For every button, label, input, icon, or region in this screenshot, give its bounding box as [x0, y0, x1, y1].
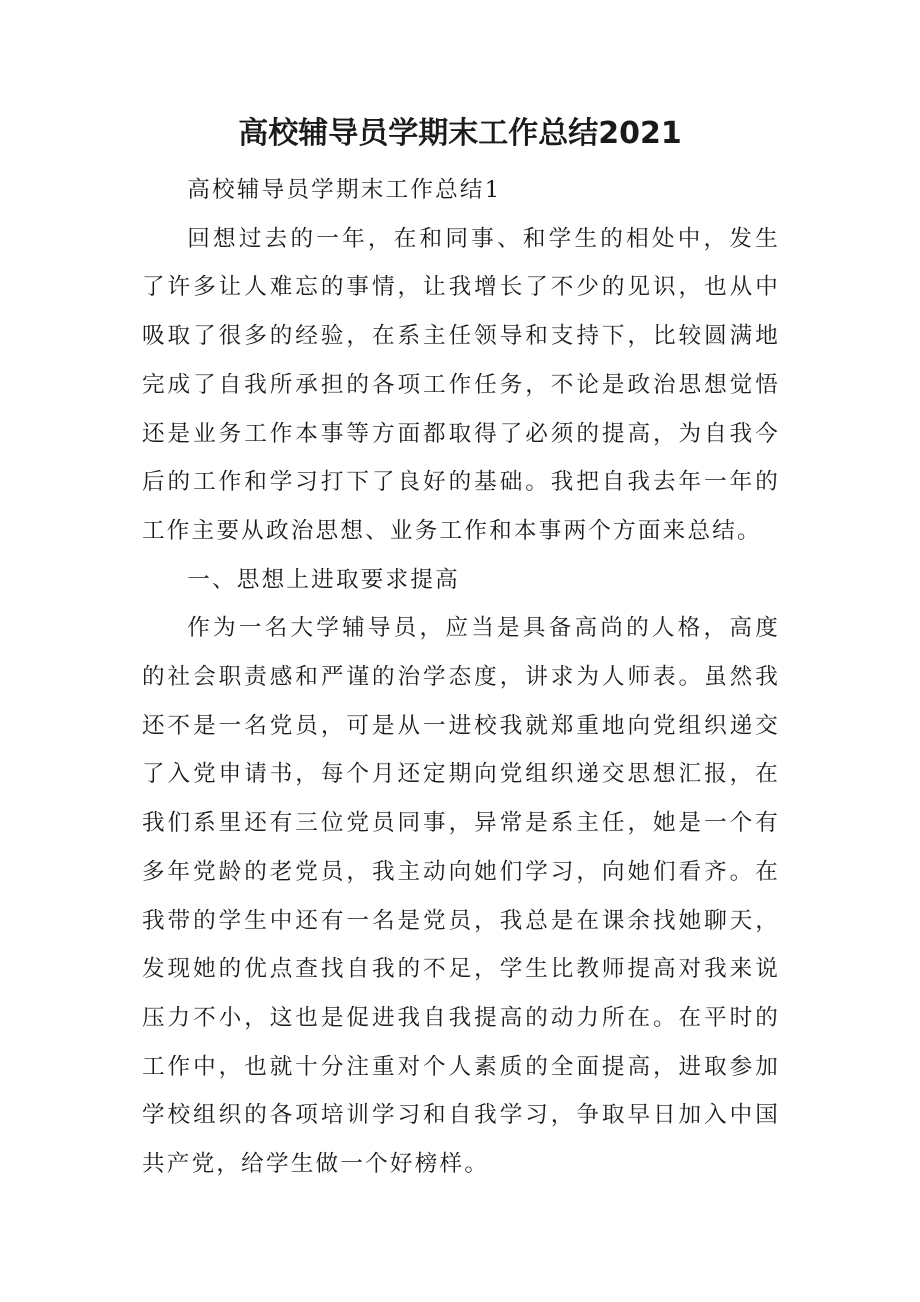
- paragraph-body: 作为一名大学辅导员，应当是具备高尚的人格，高度的社会职责感和严谨的治学态度，讲求为人师表。虽然我还不是一名党员，可是从一进校我就郑重地向党组织递交了入党申请书，每个月还定期向党组织递交思想汇报，在我们系里还有三位党员同事，异常是系主任，她是一个有多年党龄的老党员，我主动向她们学习，向她们看齐。在我带的学生中还有一名是党员，我总是在课余找她聊天，发现她的优点查找自我的不足，学生比教师提高对我来说压力不小，这也是促进我自我提高的动力所在。在平时的工作中，也就十分注重对个人素质的全面提高，进取参加学校组织的各项培训学习和自我学习，争取早日加入中国共产党，给学生做一个好榜样。: [142, 615, 780, 1178]
- document-body: [142, 166, 780, 1189]
- document-title: 高校辅导员学期末工作总结2021: [238, 116, 682, 151]
- paragraph-intro: 回想过去的一年，在和同事、和学生的相处中，发生了许多让人难忘的事情，让我增长了不少的见识，也从中吸取了很多的经验，在系主任领导和支持下，比较圆满地完成了自我所承担的各项工作任务，不论是政治思想觉悟还是业务工作本事等方面都取得了必须的提高，为自我今后的工作和学习打下了良好的基础。我把自我去年一年的工作主要从政治思想、业务工作和本事两个方面来总结。: [142, 225, 780, 544]
- section-heading: 一、思想上进取要求提高: [187, 566, 460, 593]
- section-subtitle: 高校辅导员学期末工作总结1: [187, 177, 502, 203]
